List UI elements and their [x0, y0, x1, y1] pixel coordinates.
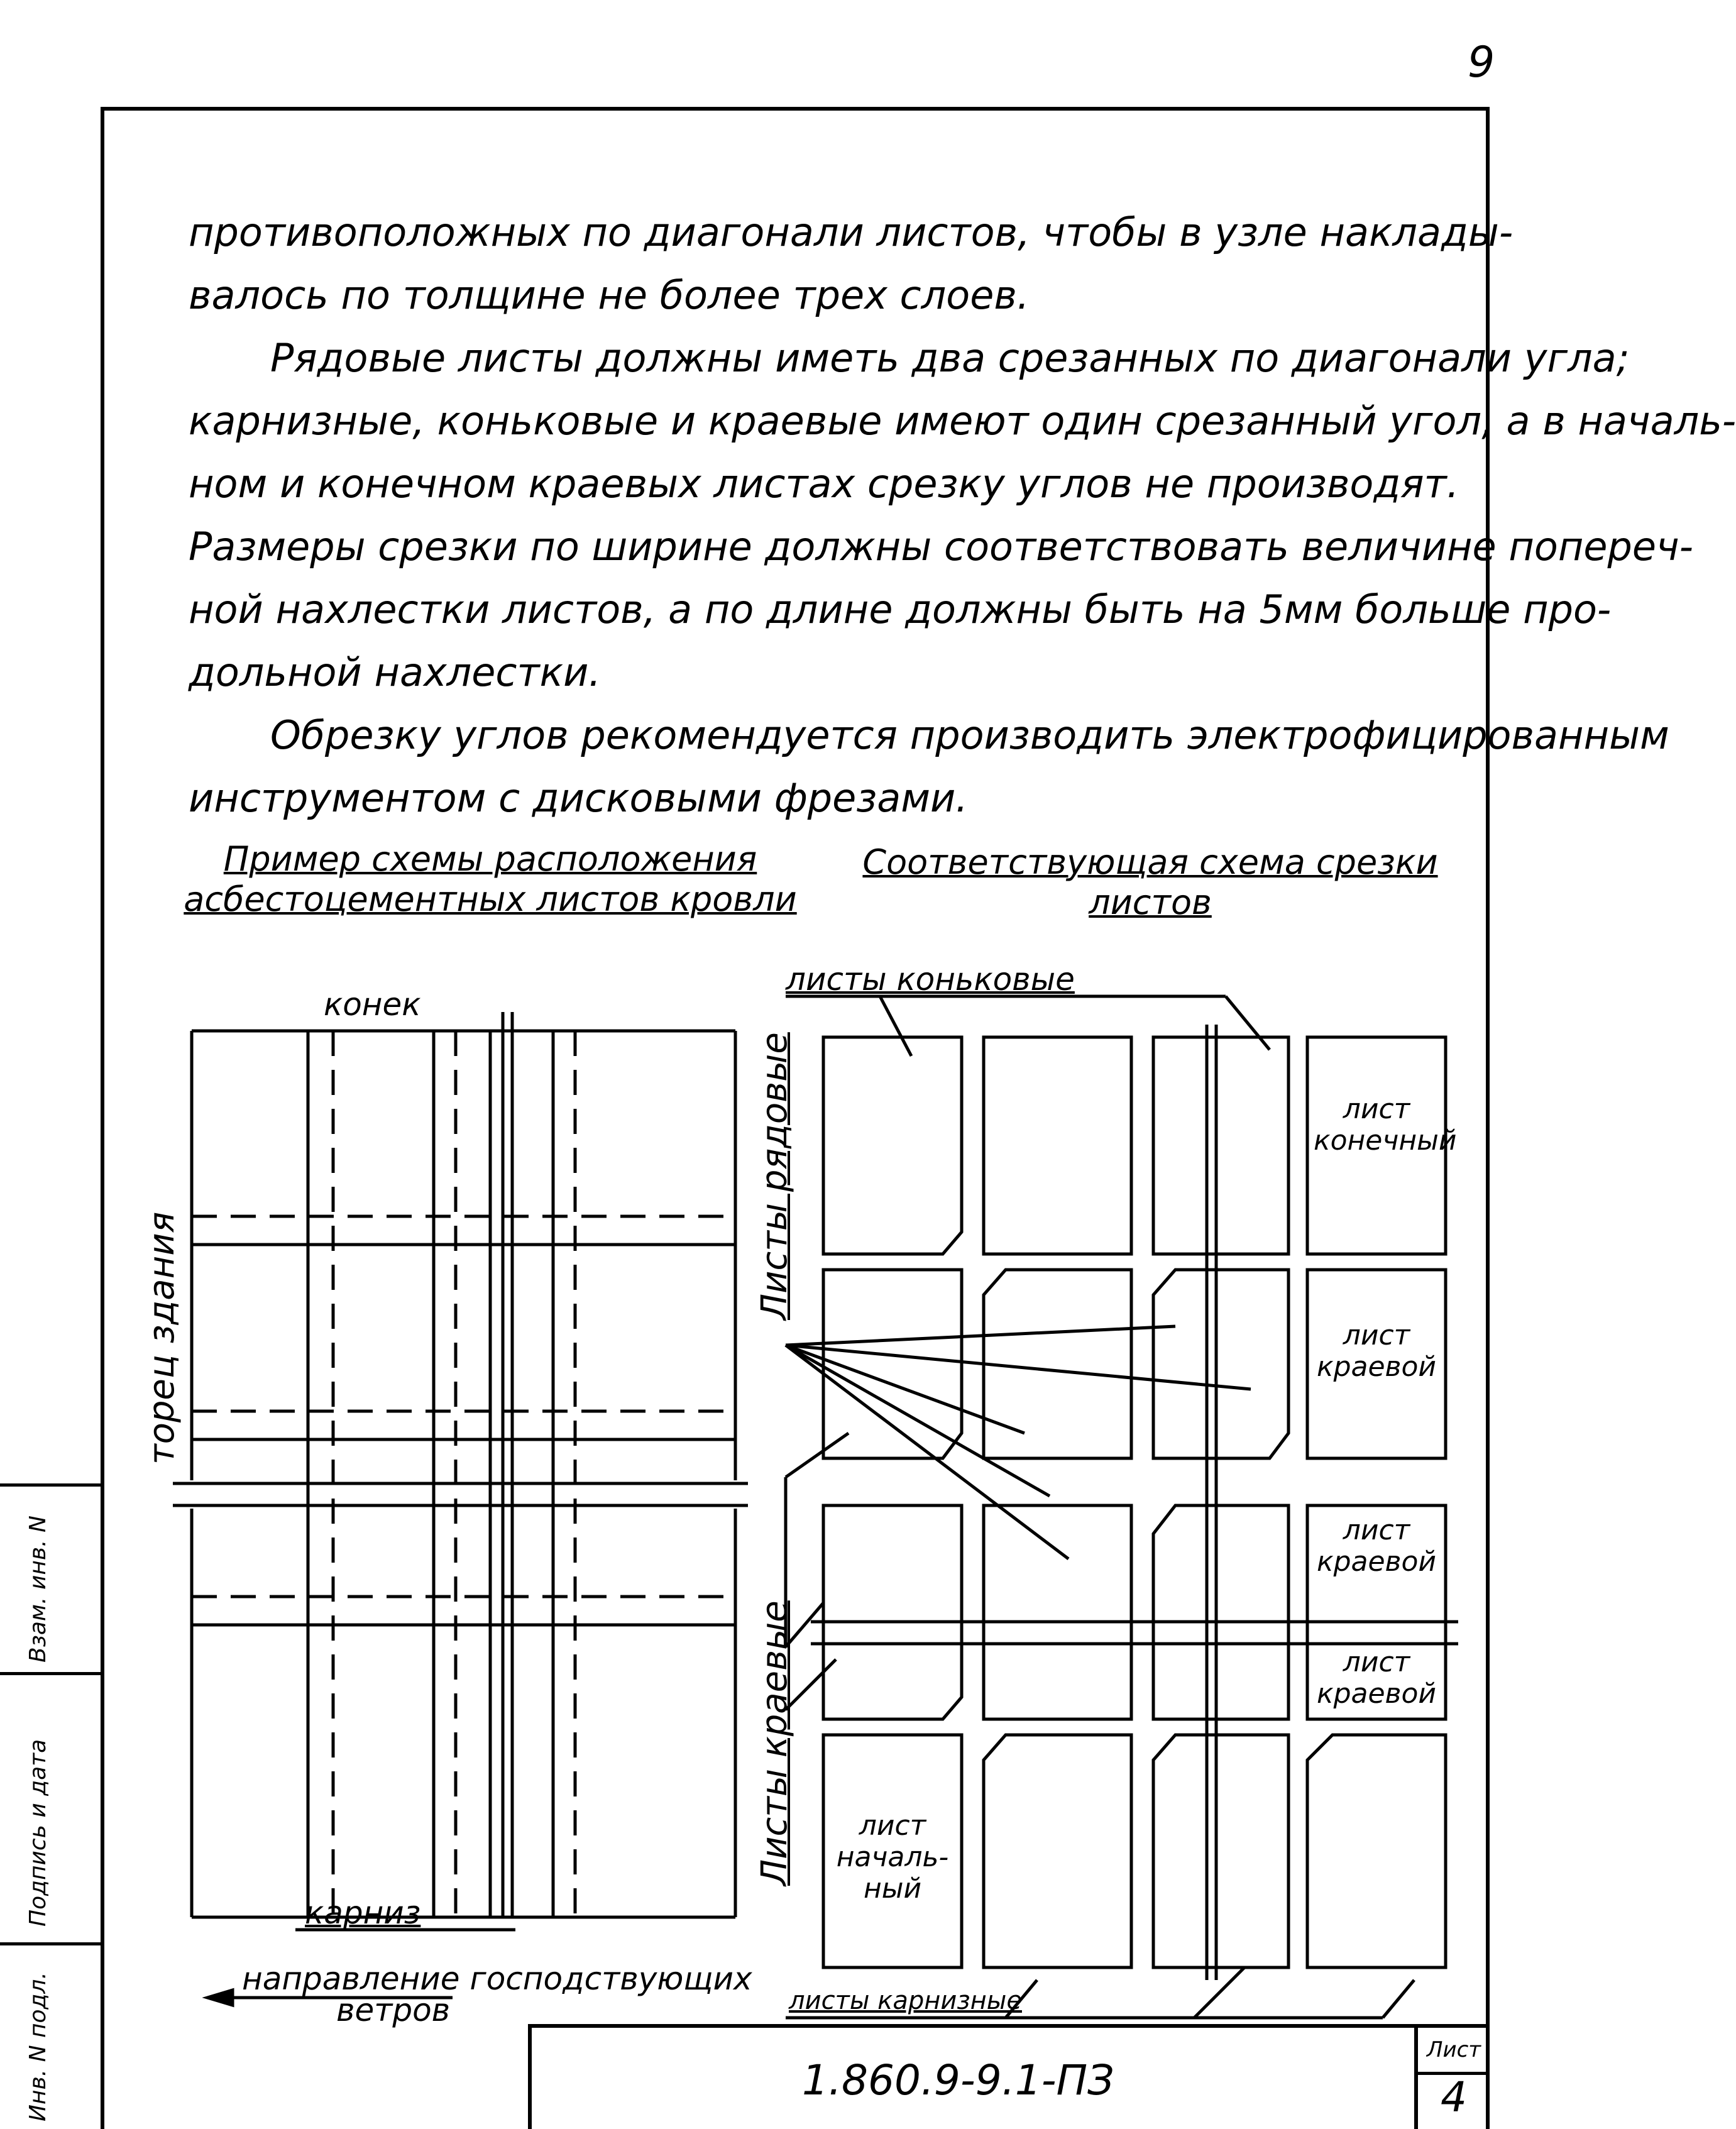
- edge-sheet-b-line-1: лист: [1343, 1514, 1410, 1546]
- signature-text: Подпись и дата: [25, 1739, 51, 1927]
- start-sheet-label: [830, 1810, 955, 1905]
- start-sheet-line-3: ный: [863, 1873, 922, 1905]
- end-sheet-line-2: конечный: [1314, 1125, 1457, 1157]
- inv-no-text: Инв. N подл.: [25, 1972, 51, 2121]
- left-caption-line-1: Пример схемы расположения: [223, 839, 757, 879]
- sheet-number: 4: [1441, 2073, 1467, 2121]
- end-sheet-label: [1314, 1093, 1457, 1157]
- end-sheet-line-1: лист: [1343, 1093, 1410, 1125]
- left-overlap-lines: [192, 1031, 735, 1917]
- text-line: ном и конечном краевых листах срезку углов не производят.: [189, 461, 1459, 507]
- text-line: дольной нахлестки.: [189, 649, 602, 695]
- text-line: инструментом с дисковыми фрезами.: [189, 775, 968, 821]
- edge-sheet-a-line-2: краевой: [1317, 1351, 1436, 1383]
- gable-label: торец здания: [141, 1211, 182, 1465]
- replaces-inv-text: Взам. инв. N: [25, 1516, 51, 1663]
- start-sheet-line-2: началь-: [836, 1841, 949, 1873]
- wind-label-2: ветров: [336, 1992, 451, 2028]
- title-block: [528, 2024, 1490, 2129]
- edge-sheet-a-line-1: лист: [1343, 1319, 1410, 1351]
- eaves-label: карниз: [305, 1895, 421, 1931]
- text-line: Размеры срезки по ширине должны соответствовать величине попереч-: [189, 524, 1694, 569]
- doc-code: 1.860.9-9.1-ПЗ: [802, 2056, 1114, 2104]
- sheet-cell: [1414, 2028, 1490, 2129]
- edge-sheet-b-line-2: краевой: [1317, 1546, 1436, 1578]
- wind-label-1: направление господствующих: [242, 1961, 752, 1997]
- text-line: карнизные, коньковые и краевые имеют один срезанный угол, а в началь-: [189, 398, 1736, 444]
- eaves-sheets-label: листы карнизные: [789, 1986, 1022, 2015]
- left-caption-line-2: асбестоцементных листов кровли: [184, 879, 797, 919]
- edge-sheet-c-line-1: лист: [1343, 1646, 1410, 1678]
- page-number: 9: [1468, 38, 1495, 87]
- start-sheet-line-1: лист: [859, 1810, 926, 1842]
- edge-sheet-c-line-2: краевой: [1317, 1678, 1436, 1710]
- edge-sheet-label-c: [1314, 1647, 1439, 1710]
- replaces-inv-cell: [0, 1483, 101, 1672]
- text-line: Рядовые листы должны иметь два срезанных по диагонали угла;: [270, 335, 1630, 381]
- edge-sheet-label-b: [1314, 1515, 1439, 1578]
- right-caption-line-2: листов: [1089, 883, 1212, 922]
- row-sheets-label: Листы рядовые: [754, 1032, 795, 1320]
- ridge-label: конек: [324, 986, 421, 1023]
- sheet-label: Лист: [1418, 2028, 1490, 2075]
- text-line: противоположных по диагонали листов, чтобы в узле наклады-: [189, 209, 1514, 255]
- text-line: валось по толщине не более трех слоев.: [189, 272, 1030, 318]
- side-stamp: [0, 1483, 101, 2129]
- text-line: Обрезку углов рекомендуется производить электрофицированным: [270, 712, 1669, 758]
- right-caption-line-1: Соответствующая схема срезки: [862, 842, 1438, 882]
- ridge-sheets-label: листы коньковые: [786, 961, 1075, 998]
- edge-sheet-label-a: [1314, 1320, 1439, 1383]
- text-line: ной нахлестки листов, а по длине должны быть на 5мм больше про-: [189, 586, 1612, 632]
- edge-sheets-label: Листы краевые: [754, 1600, 795, 1886]
- inv-no-cell: [0, 1942, 101, 2129]
- signature-cell: [0, 1672, 101, 1942]
